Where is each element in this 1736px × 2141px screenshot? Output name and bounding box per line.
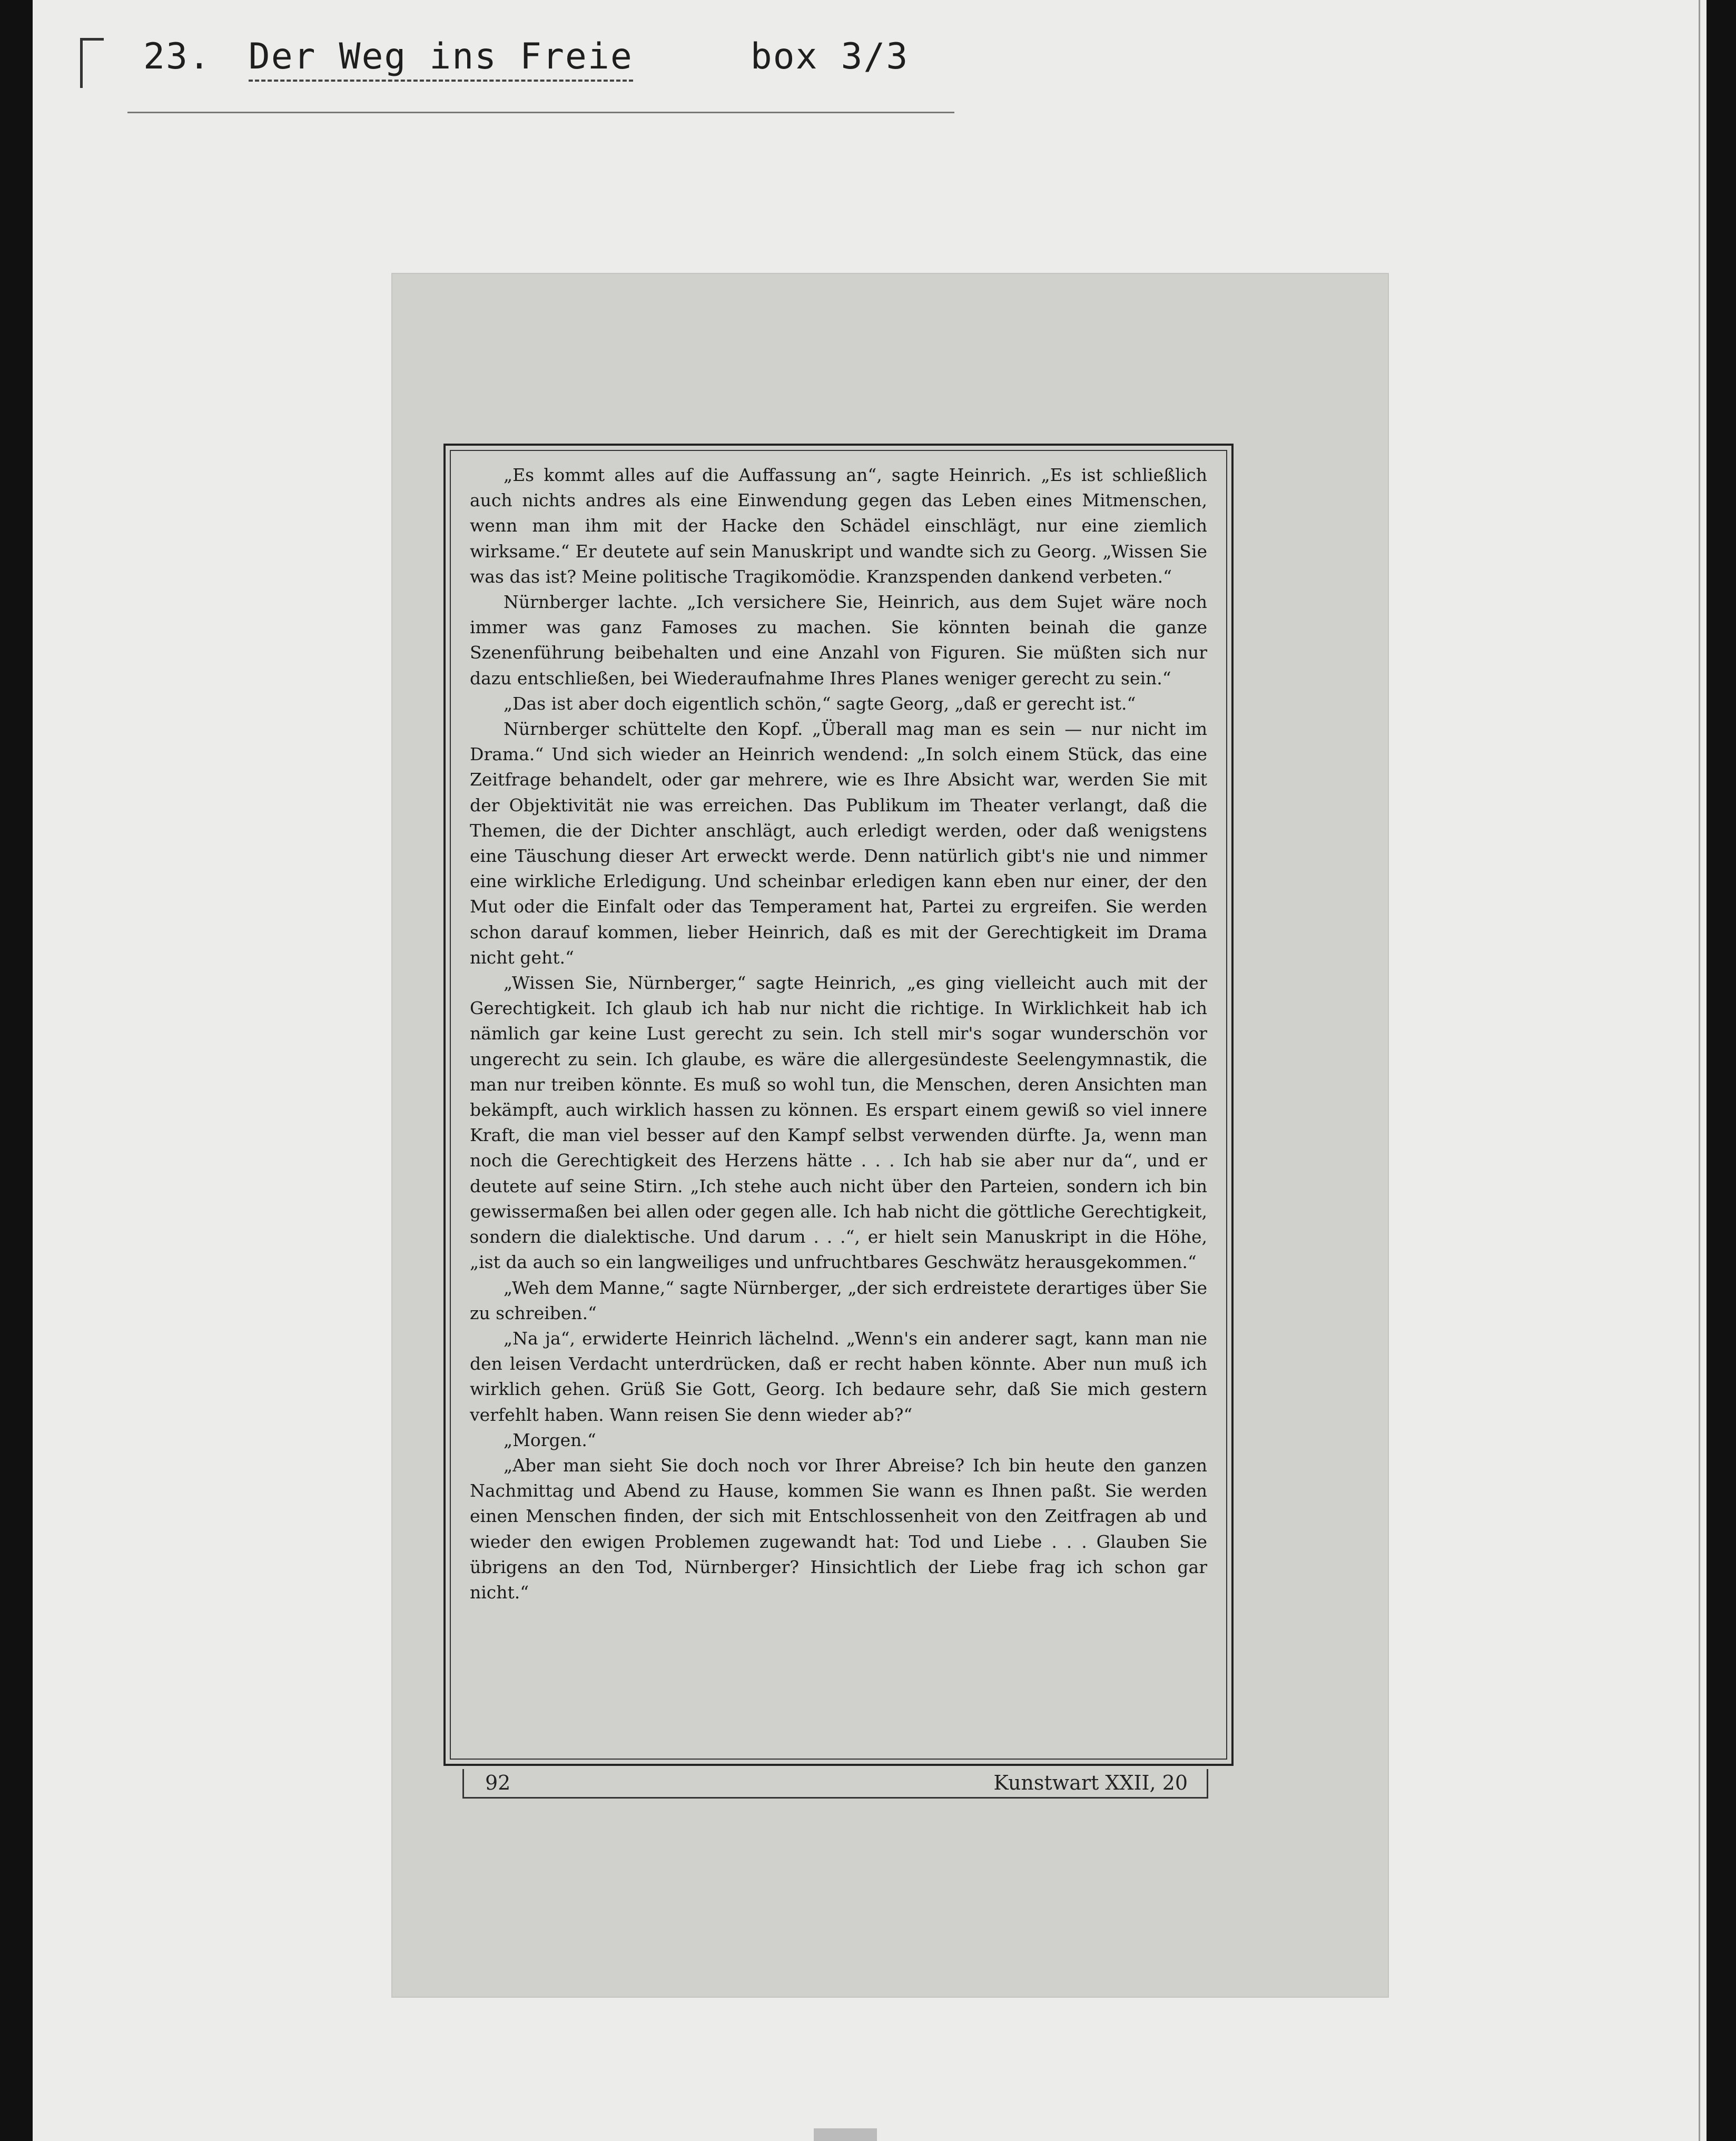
header-rule bbox=[127, 112, 954, 113]
paragraph: „Na ja“, erwiderte Heinrich lächelnd. „Wenn's ein anderer sagt, kann man nie den leisen Verdacht unterdrücken, daß er recht haben könnte. Aber nun muß ich wirklich gehen. Grüß Sie Gott, Georg. Ich bedaure sehr, daß Sie mich gestern verfehlt haben. Wann reisen Sie denn wieder ab?“ bbox=[470, 1328, 1207, 1425]
article-body bbox=[470, 463, 1207, 1605]
bottom-tab bbox=[814, 2128, 877, 2141]
paragraph: „Weh dem Manne,“ sagte Nürnberger, „der sich erdreistete derartiges über Sie zu schreiben.“ bbox=[470, 1277, 1207, 1323]
paragraph: „Es kommt alles auf die Auffassung an“, sagte Heinrich. „Es ist schließlich auch nichts andres als eine Einwendung gegen das Leben eines Mitmenschen, wenn man ihm mit der Hacke den Schädel einschlägt, nur eine ziemlich wirksame.“ Er deutete auf sein Manuskript und wandte sich zu Georg. „Wissen Sie was das ist? Meine politische Tragikomödie. Kranzspenden dankend verbeten.“ bbox=[470, 465, 1207, 587]
paragraph: „Das ist aber doch eigentlich schön,“ sagte Georg, „daß er gerecht ist.“ bbox=[504, 693, 1136, 714]
paragraph: „Morgen.“ bbox=[504, 1429, 596, 1450]
item-number: 23. bbox=[143, 36, 211, 77]
box-label: box 3/3 bbox=[750, 36, 909, 77]
page-number: 92 bbox=[485, 1771, 511, 1794]
archive-header bbox=[143, 36, 909, 77]
paragraph: Nürnberger lachte. „Ich versichere Sie, Heinrich, aus dem Sujet wäre noch immer was ganz Famoses zu machen. Sie könnten beinah die ganze Szenenführung beibehalten und eine Anzahl von Figuren. Sie müßten sich nur dazu entschließen, bei Wiederaufnahme Ihres Planes weniger gerecht zu sein.“ bbox=[470, 592, 1207, 689]
paragraph: „Wissen Sie, Nürnberger,“ sagte Heinrich, „es ging vielleicht auch mit der Gerechtigkeit. Ich glaub ich hab nur nicht die richtige. In Wirklichkeit hab ich nämlich gar keine Lust gerecht zu sein. Ich stell mir's sogar wunderschön vor ungerecht zu sein. Ich glaube, es wäre die allergesündeste Seelengymnastik, die man nur treiben könnte. Es muß so wohl tun, die Menschen, deren Ansichten man bekämpft, auch wirklich hassen zu können. Es erspart einem gewiß so viel innere Kraft, die man viel besser auf den Kampf selbst verwenden dürfte. Ja, wenn man noch die Gerechtigkeit des Herzens hätte . . . Ich hab sie aber nur da“, und er deutete auf seine Stirn. „Ich stehe auch nicht über den Parteien, sondern ich bin gewissermaßen bei allen oder gegen alle. Ich hab nicht die göttliche Gerechtigkeit, sondern die dialektische. Und darum . . .“, er hielt sein Manuskript in die Höhe, „ist da auch so ein langweiliges und unfruchtbares Geschwätz herausgekommen.“ bbox=[470, 973, 1207, 1273]
page-footer bbox=[462, 1769, 1208, 1799]
paragraph: Nürnberger schüttelte den Kopf. „Überall mag man es sein — nur nicht im Drama.“ Und sich wieder an Heinrich wendend: „In solch einem Stück, das eine Zeitfrage behandelt, oder gar mehrere, wie es Ihre Absicht war, werden Sie mit der Objektivität nie was erreichen. Das Publikum im Theater verlangt, daß die Themen, die der Dichter anschlägt, auch erledigt werden, oder daß wenigstens eine Täuschung dieser Art erweckt werde. Denn natürlich gibt's nie und nimmer eine wirkliche Erledigung. Und scheinbar erledigen kann eben nur einer, der den Mut oder die Einfalt oder das Temperament hat, Partei zu ergreifen. Sie werden schon darauf kommen, lieber Heinrich, daß es mit der Gerechtigkeit im Drama nicht geht.“ bbox=[470, 719, 1207, 968]
work-title: Der Weg ins Freie bbox=[249, 36, 633, 82]
journal-citation: Kunstwart XXII, 20 bbox=[993, 1771, 1188, 1794]
text-frame bbox=[443, 444, 1234, 1766]
paragraph: „Aber man sieht Sie doch noch vor Ihrer Abreise? Ich bin heute den ganzen Nachmittag und Abend zu Hause, kommen Sie wann es Ihnen paßt. Sie werden einen Menschen finden, der sich mit Entschlossenheit von den Zeitfragen ab und wieder den ewigen Problemen zugewandt hat: Tod und Liebe . . . Glauben Sie übrigens an den Tod, Nürnberger? Hinsichtlich der Liebe frag ich schon gar nicht.“ bbox=[470, 1455, 1207, 1603]
sheet-edge bbox=[1699, 0, 1700, 2141]
text-frame-inner bbox=[450, 450, 1227, 1760]
corner-mark bbox=[80, 38, 104, 88]
